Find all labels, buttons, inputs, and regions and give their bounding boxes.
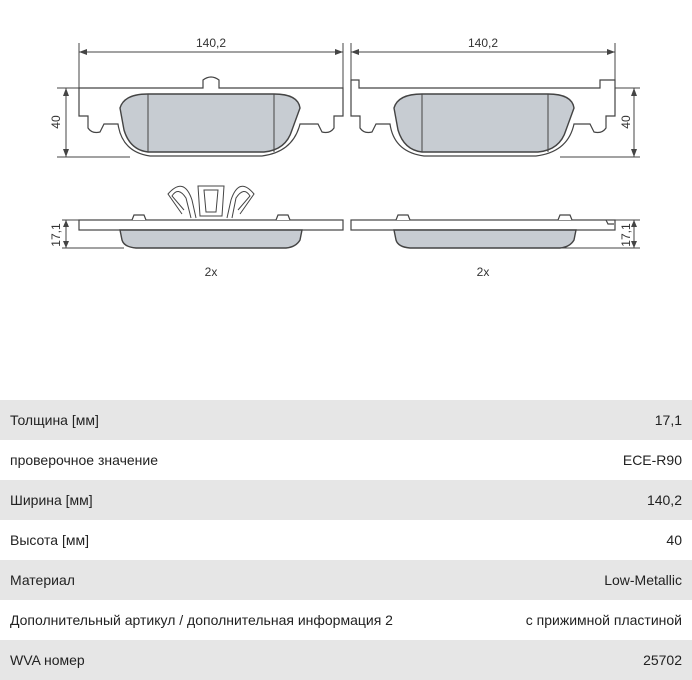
spec-label: Толщина [мм]: [10, 412, 99, 428]
spring-clip: [168, 186, 254, 218]
left-qty-label: 2x: [204, 265, 218, 279]
spec-row-material: [0, 560, 692, 600]
spec-label: Материал: [10, 572, 75, 588]
spec-value: с прижимной пластиной: [525, 612, 682, 628]
right-qty-label: 2x: [476, 265, 490, 279]
spec-row-test-value: [0, 440, 692, 480]
spec-value: 40: [666, 532, 682, 548]
spec-label: WVA номер: [10, 652, 85, 668]
spec-value: 17,1: [654, 412, 682, 428]
spec-row-height: [0, 520, 692, 560]
spec-table: [0, 400, 692, 680]
left-height-label: 40: [49, 115, 63, 129]
spec-value: 25702: [643, 652, 682, 668]
right-pad-front-view: [351, 36, 640, 157]
spec-row-additional-info: [0, 600, 692, 640]
right-width-label: 140,2: [467, 36, 499, 50]
left-width-label: 140,2: [195, 36, 227, 50]
spec-row-wva-number: [0, 640, 692, 680]
spec-row-width: [0, 480, 692, 520]
right-pad-side-view: [351, 215, 640, 279]
spec-value: Low-Metallic: [604, 572, 682, 588]
right-height-label: 40: [619, 115, 633, 129]
spec-label: проверочное значение: [10, 452, 159, 468]
spec-label: Высота [мм]: [10, 532, 89, 548]
left-pad-front-view: [49, 36, 343, 157]
spec-row-thickness: [0, 400, 692, 440]
spec-value: 140,2: [646, 492, 682, 508]
spec-value: ECE-R90: [622, 452, 682, 468]
spec-label: Дополнительный артикул / дополнительная информация 2: [10, 612, 393, 628]
left-thickness-label: 17,1: [49, 223, 63, 247]
spec-label: Ширина [мм]: [10, 492, 93, 508]
left-pad-side-view: [49, 215, 343, 279]
right-thickness-label: 17,1: [619, 223, 633, 247]
